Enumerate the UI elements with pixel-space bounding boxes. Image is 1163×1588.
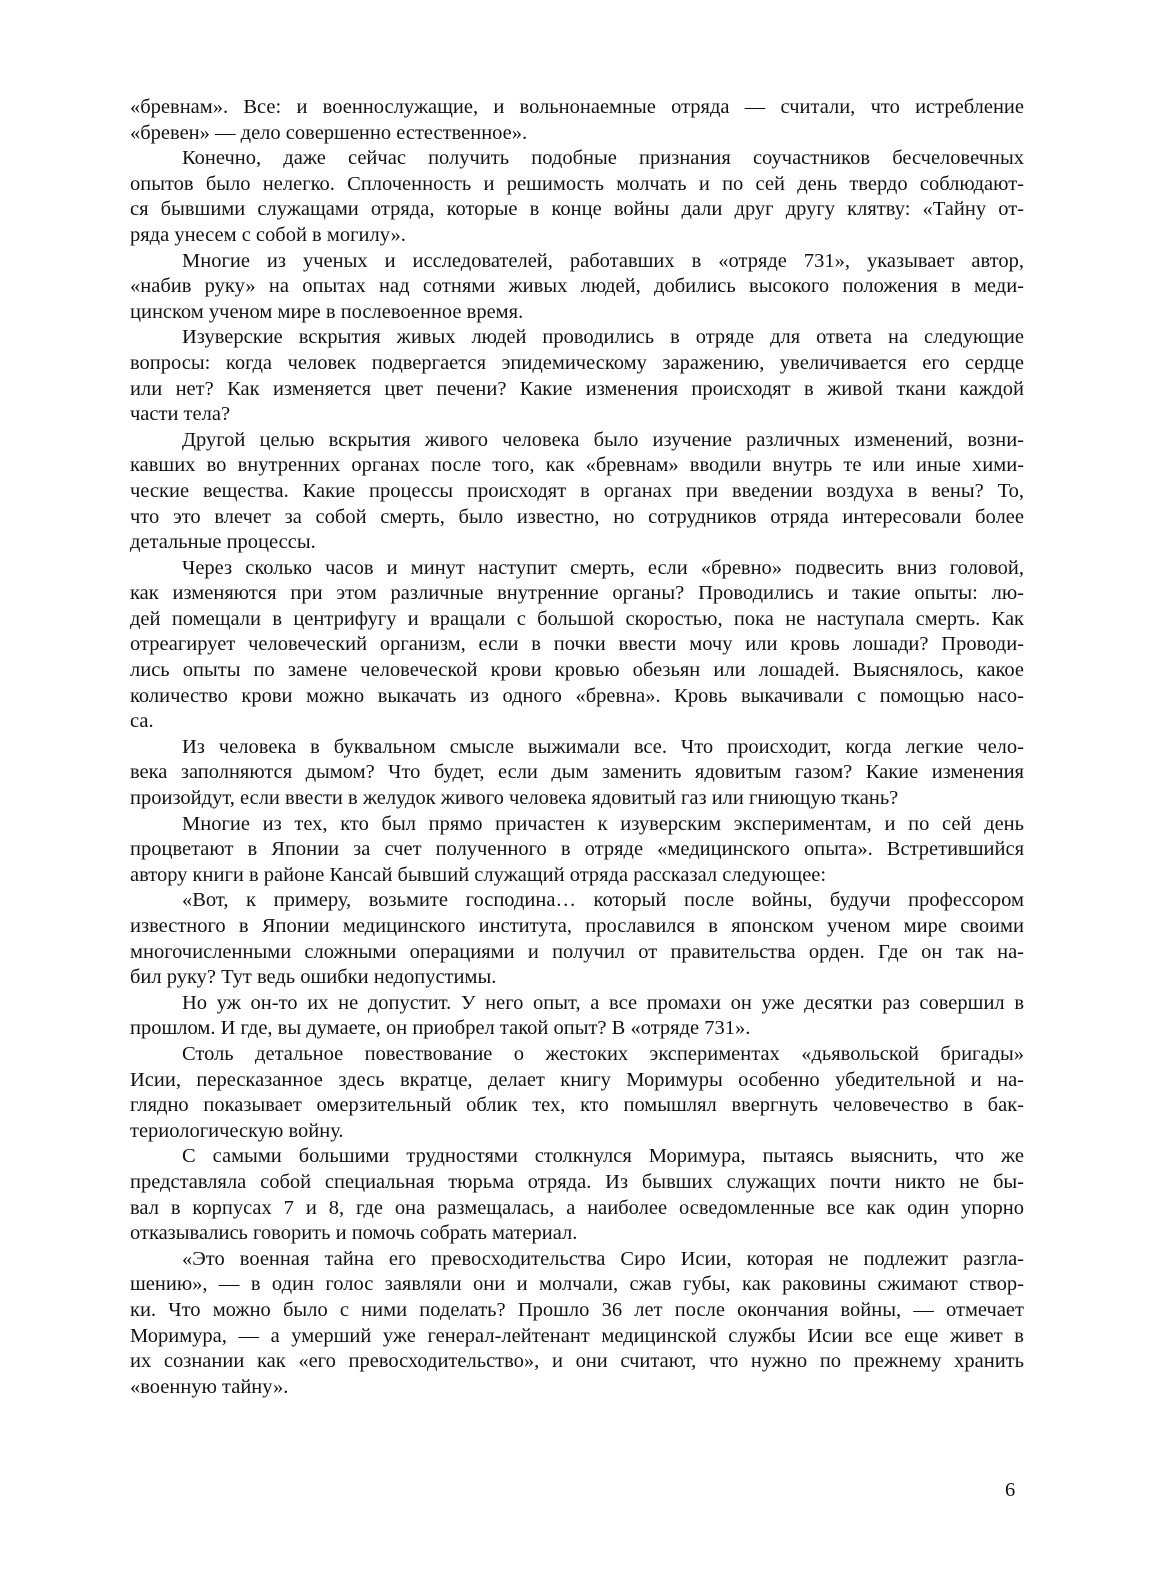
text-line: опытов было нелегко. Сплоченность и решимость молчать и по сей день твердо соблюдают- [130,172,1024,195]
text-line: процветают в Японии за счет полученного в отряде «медицинского опыта». Встретившийся [130,838,1024,861]
text-line: ряда унесем с собой в могилу». [130,223,406,246]
text-line: как изменяются при этом различные внутренние органы? Проводились и такие опыты: лю- [130,582,1024,605]
text-line: «Вот, к примеру, возьмите господина… который после войны, будучи профессором [182,889,1024,912]
text-line: териологическую войну. [130,1119,344,1142]
text-line: «бревнам». Все: и военнослужащие, и вольнонаемные отряда — считали, что истребление [130,96,1024,118]
text-line: «набив руку» на опытах над сотнями живых людей, добились высокого положения в меди- [130,275,1024,298]
text-line: Другой целью вскрытия живого человека было изучение различных изменений, возни- [182,428,1024,451]
text-line: ческие вещества. Какие процессы происходят в органах при введении воздуха в вены? То, [130,479,1024,502]
paragraph [130,991,1024,1042]
text-line: автору книги в районе Кансай бывший служащий отряда рассказал следующее: [130,863,827,886]
text-line: «бревен» — дело совершенно естественное». [130,121,528,144]
paragraph [130,95,1024,146]
text-line: ся бывшими служащами отряда, которые в конце войны дали друг другу клятву: «Тайну от- [130,198,1024,221]
paragraph [130,812,1024,889]
text-line: Из человека в буквальном смысле выжимали все. Что происходит, когда легкие чело- [182,735,1024,758]
text-line: Моримура, — а умерший уже генерал-лейтенант медицинской службы Исии все еще живет в [130,1324,1024,1347]
text-line: дей помещали в центрифугу и вращали с большой скоростью, пока не наступала смерть. Как [130,607,1024,630]
document-body [130,95,1024,1400]
text-line: детальные процессы. [130,531,316,554]
text-line: произойдут, если ввести в желудок живого человека ядовитый газ или гниющую ткань? [130,787,899,810]
text-line: прошлом. И где, вы думаете, он приобрел такой опыт? В «отряде 731». [130,1017,751,1040]
paragraph [130,428,1024,556]
text-line: что это влечет за собой смерть, было известно, но сотрудников отряда интересовали более [130,505,1024,528]
text-line: вал в корпусах 7 и 8, где она размещалась, а наиболее осведомленные все как один упорно [130,1196,1024,1219]
text-line: са. [130,710,154,733]
text-line: отреагирует человеческий организм, если в почки ввести мочу или кровь лошади? Проводи- [130,633,1024,656]
text-line: Многие из тех, кто был прямо причастен к изуверским экспериментам, и по сей день [182,812,1024,835]
paragraph [130,1042,1024,1144]
text-line: цинском ученом мире в послевоенное время. [130,300,524,323]
text-line: шению», — в один голос заявляли они и молчали, сжав губы, как раковины сжимают створ- [130,1273,1024,1296]
text-line: части тела? [130,403,231,426]
paragraph [130,325,1024,427]
text-line: Столь детальное повествование о жестоких экспериментах «дьявольской бригады» [182,1042,1024,1065]
text-line: бил руку? Тут ведь ошибки недопустимы. [130,966,497,989]
text-line: Но уж он-то их не допустит. У него опыт, а все промахи он уже десятки раз совершил в [182,991,1024,1014]
text-line: их сознании как «его превосходительство», и они считают, что нужно по прежнему хранить [130,1350,1024,1373]
text-line: ки. Что можно было с ними поделать? Прошло 36 лет после окончания войны, — отмечает [130,1298,1024,1321]
paragraph [130,556,1024,735]
text-line: отказывались говорить и помочь собрать материал. [130,1222,578,1245]
paragraph [130,1144,1024,1246]
text-line: С самыми большими трудностями столкнулся Моримура, пытаясь выяснить, что же [182,1145,1024,1168]
paragraph [130,888,1024,990]
text-line: Многие из ученых и исследователей, работавших в «отряде 731», указывает автор, [182,249,1024,272]
text-line: века заполняются дымом? Что будет, если дым заменить ядовитым газом? Какие изменения [130,761,1024,784]
text-line: глядно показывает омерзительный облик тех, кто помышлял ввергнуть человечество в бак- [130,1094,1024,1117]
paragraph [130,735,1024,812]
text-line: многочисленными сложными операциями и получил от правительства орден. Где он так на- [130,940,1024,963]
text-line: «военную тайну». [130,1375,289,1398]
text-line: «Это военная тайна его превосходительства Сиро Исии, которая не подлежит разгла- [182,1247,1024,1270]
text-line: известного в Японии медицинского института, прославился в японском ученом мире своими [130,915,1024,937]
text-line: Исии, пересказанное здесь вкратце, делает книгу Моримуры особенно убедительной и на- [130,1068,1024,1091]
text-line: кавших во внутренних органах после того, как «бревнам» вводили внутрь те или иные хими- [130,454,1024,477]
text-line: Конечно, даже сейчас получить подобные признания соучастников бесчеловечных [182,147,1024,170]
paragraph [130,249,1024,326]
paragraph [130,146,1024,248]
page-number: 6 [1005,1479,1016,1501]
text-line: Изуверские вскрытия живых людей проводились в отряде для ответа на следующие [182,326,1024,349]
text-line: лись опыты по замене человеческой крови кровью обезьян или лошадей. Выяснялось, какое [130,659,1024,682]
text-line: представляла собой специальная тюрьма отряда. Из бывших служащих почти никто не бы- [130,1170,1024,1193]
text-line: или нет? Как изменяется цвет печени? Какие изменения происходят в живой ткани каждой [130,377,1024,400]
paragraph [130,1247,1024,1401]
text-line: Через сколько часов и минут наступит смерть, если «бревно» подвесить вниз головой, [182,556,1024,579]
text-line: вопросы: когда человек подвергается эпидемическому заражению, увеличивается его сердце [130,351,1024,374]
text-line: количество крови можно выкачать из одного «бревна». Кровь выкачивали с помощью насо- [130,684,1024,707]
